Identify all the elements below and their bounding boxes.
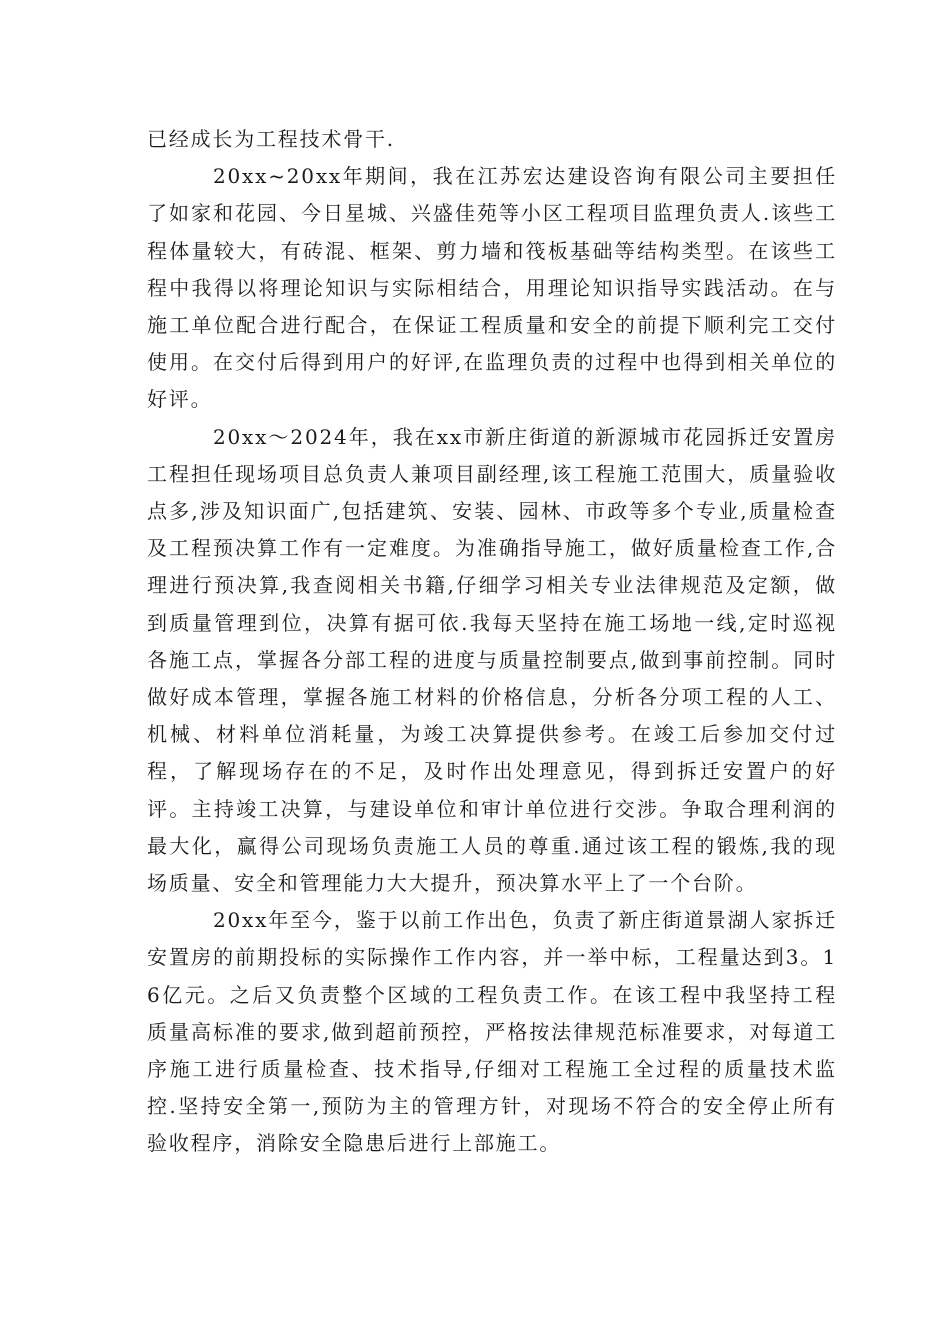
- paragraph-4: 20xx年至今，鉴于以前工作出色，负责了新庄街道景湖人家拆迁安置房的前期投标的实际操作工作内容，并一举中标，工程量达到3。16亿元。之后又负责整个区域的工程负责工作。在该工程中我坚持工程质量高标准的要求,做到超前预控，严格按法律规范标准要求，对每道工序施工进行质量检查、技术指导,仔细对工程施工全过程的质量技术监控.坚持安全第一,预防为主的管理方针，对现场不符合的安全停止所有验收程序，消除安全隐患后进行上部施工。: [147, 908, 837, 1156]
- document-body: [147, 121, 837, 1163]
- paragraph-3: 20xx～2024年，我在xx市新庄街道的新源城市花园拆迁安置房工程担任现场项目总负责人兼项目副经理,该工程施工范围大，质量验收点多,涉及知识面广,包括建筑、安装、园林、市政等多个专业,质量检查及工程预决算工作有一定难度。为准确指导施工，做好质量检查工作,合理进行预决算,我查阅相关书籍,仔细学习相关专业法律规范及定额，做到质量管理到位，决算有据可依.我每天坚持在施工场地一线,定时巡视各施工点，掌握各分部工程的进度与质量控制要点,做到事前控制。同时做好成本管理，掌握各施工材料的价格信息，分析各分项工程的人工、机械、材料单位消耗量，为竣工决算提供参考。在竣工后参加交付过程，了解现场存在的不足，及时作出处理意见，得到拆迁安置户的好评。主持竣工决算，与建设单位和审计单位进行交涉。争取合理利润的最大化，赢得公司现场负责施工人员的尊重.通过该工程的锻炼,我的现场质量、安全和管理能力大大提升，预决算水平上了一个台阶。: [147, 424, 837, 896]
- paragraph-1: 已经成长为工程技术骨干.: [147, 127, 395, 151]
- paragraph-2: 20xx~20xx年期间，我在江苏宏达建设咨询有限公司主要担任了如家和花园、今日星城、兴盛佳苑等小区工程项目监理负责人.该些工程体量较大，有砖混、框架、剪力墙和筏板基础等结构类型。在该些工程中我得以将理论知识与实际相结合，用理论知识指导实践活动。在与施工单位配合进行配合，在保证工程质量和安全的前提下顺利完工交付使用。在交付后得到用户的好评,在监理负责的过程中也得到相关单位的好评。: [147, 164, 837, 412]
